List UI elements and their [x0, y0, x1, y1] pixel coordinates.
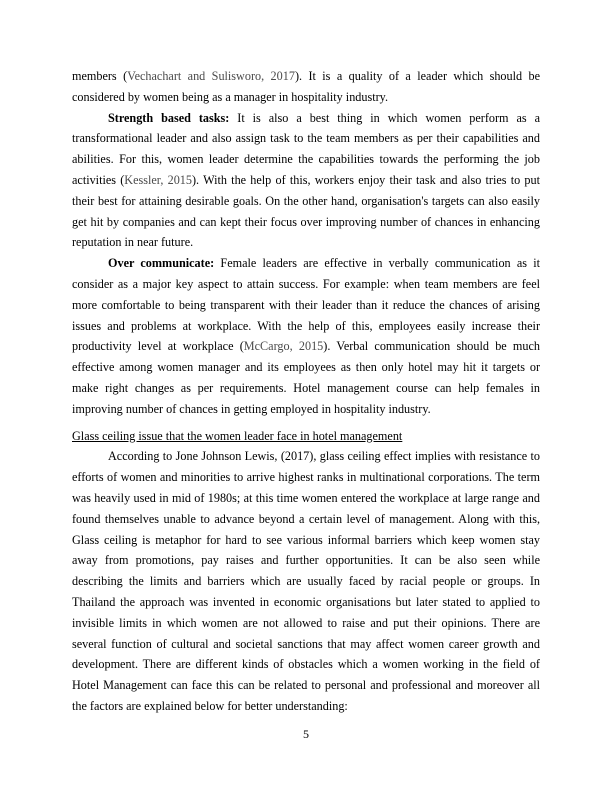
text-run: Female leaders are effective in verbally communication as it consider as a major key aspect to attain success. For example: when team members are feel more comfortable to being transparent with their leader than it reduce the chances of arising issues and problems at workplace. With the help of this, employees easily increase their productivity level at workplace (	[72, 256, 541, 354]
inline-heading: Over communicate:	[108, 256, 215, 271]
inline-heading: Strength based tasks:	[108, 110, 230, 125]
text-run: members (	[72, 69, 128, 83]
paragraph-glass-ceiling: According to Jone Johnson Lewis, (2017), glass ceiling effect implies with resistance to efforts of women and minorities to arrive highest ranks in multinational corporations. The term was heavily used in mid of 1980s; at this time women entered the workplace at large range and found themselves unable to advance beyond a certain level of management. Along with this, Glass ceiling is metaphor for hard to see various informal barriers which keep women stay away from promotions, pay raises and further opportunities. It can be also seen while describing the limits and barriers which are usually faced by racial people or groups. In Thailand the approach was invented in economic organisations but later stated to applied to invisible limits in which women are not allowed to raise and put their opinions. There are several function of cultural and societal sanctions that may affect women career growth and development. There are different kinds of obstacles which a women working in the field of Hotel Management can face this can be related to personal and professional and moreover all the factors are explained below for better understanding:	[72, 449, 540, 713]
paragraph-continuation	[72, 66, 540, 108]
paragraph-over-communicate	[72, 253, 540, 419]
text-run: It is also a best thing in which women perform as a transformational leader and also assign task to the team members as per their capabilities and abilities. For this, women leader determine the capabilities towards the performing the job activities (	[72, 110, 540, 187]
citation: McCargo, 2015	[243, 339, 324, 354]
document-page	[72, 66, 540, 717]
text-run: ). With the help of this, workers enjoy their task and also tries to put their best for attaining desirable goals. On the other hand, organisation's targets can also easily get hit by companies and can kept their focus over improving number of chances in enhancing reputation in near future.	[72, 172, 541, 250]
citation: Vechachart and Sulisworo, 2017	[127, 69, 295, 83]
citation: Kessler, 2015	[124, 172, 192, 187]
text-run: ). Verbal communication should be much effective among women manager and its employees as then only hotel may hit it targets or make right changes as per requirements. Hotel management course can help females in improving number of chances in getting employed in hospitality industry.	[72, 339, 541, 416]
section-heading: Glass ceiling issue that the women leader face in hotel management	[72, 428, 403, 443]
text-run: ). It is a quality of a leader which should be considered by women being as a manager in hospitality industry.	[72, 69, 541, 104]
page-number: 5	[303, 727, 309, 741]
paragraph-strength-based-tasks	[72, 108, 540, 254]
